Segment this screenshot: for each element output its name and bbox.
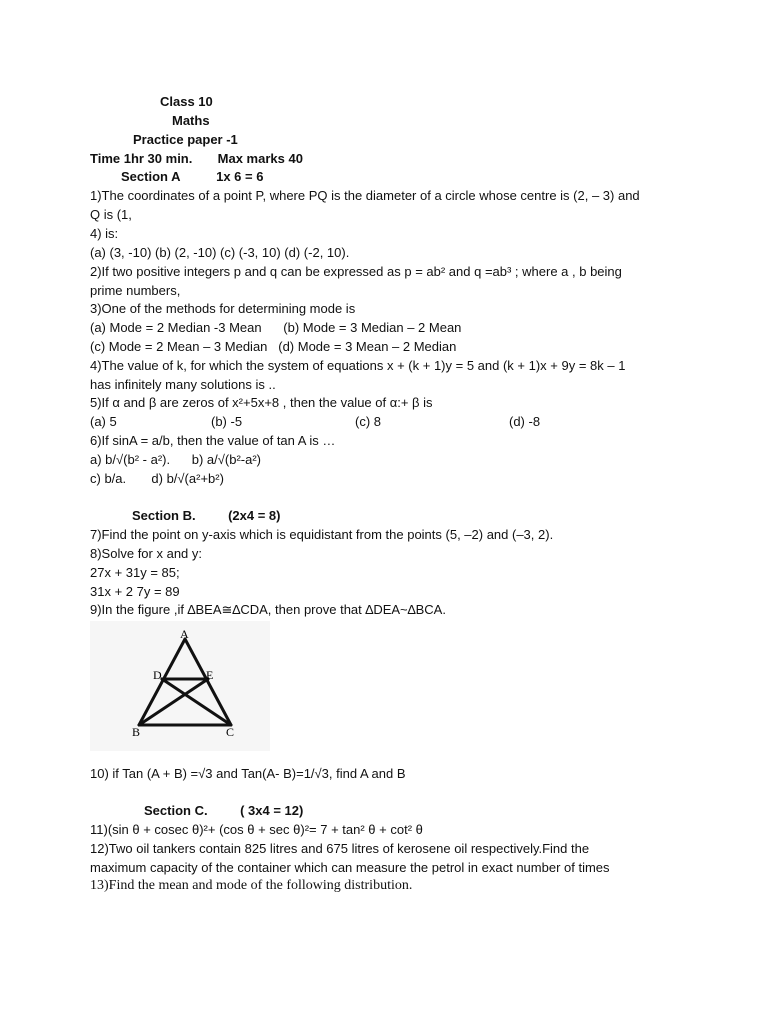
question-line: 11)(sin θ + cosec θ)²+ (cos θ + sec θ)²= 7 + tan² θ + cot² θ (90, 822, 423, 837)
q5-option-a: (a) 5 (90, 414, 117, 429)
question-line: 6)If sinA = a/b, then the value of tan A is … (90, 433, 336, 448)
class-heading: Class 10 (160, 94, 213, 109)
question-line: 2)If two positive integers p and q can be expressed as p = ab² and q =ab³ ; where a , b being (90, 264, 622, 279)
question-line: 4)The value of k, for which the system of equations x + (k + 1)y = 5 and (k + 1)x + 9y = 8k – 1 (90, 358, 626, 373)
question-line: (c) Mode = 2 Mean – 3 Median (d) Mode = 3 Mean – 2 Median (90, 339, 457, 354)
vertex-label-d: D (153, 668, 162, 682)
question-line: 3)One of the methods for determining mode is (90, 301, 356, 316)
question-line: 8)Solve for x and y: (90, 546, 202, 561)
q5-option-d: (d) -8 (509, 414, 541, 429)
question-line: 1)The coordinates of a point P, where PQ is the diameter of a circle whose centre is (2, – 3) and (90, 188, 640, 203)
question-line: 5)If α and β are zeros of x²+5x+8 , then the value of α:+ β is (90, 395, 433, 410)
section-a-title: Section A 1x 6 = 6 (121, 169, 264, 184)
question-line: Q is (1, (90, 207, 132, 222)
triangle-diagram (90, 621, 270, 751)
question-line: 27x + 31y = 85; (90, 565, 180, 580)
question-line: 7)Find the point on y-axis which is equidistant from the points (5, –2) and (–3, 2). (90, 527, 554, 542)
question-line: 12)Two oil tankers contain 825 litres and 675 litres of kerosene oil respectively.Find the (90, 841, 590, 856)
question-line: has infinitely many solutions is .. (90, 377, 276, 392)
vertex-label-e: E (206, 668, 214, 682)
question-line: c) b/a. d) b/√(a²+b²) (90, 471, 224, 486)
section-c-title: Section C. ( 3x4 = 12) (144, 803, 304, 818)
question-line: (a) Mode = 2 Median -3 Mean (b) Mode = 3 Median – 2 Mean (90, 320, 462, 335)
q5-option-b: (b) -5 (211, 414, 243, 429)
paper-title: Practice paper -1 (133, 132, 238, 147)
question-line: prime numbers, (90, 283, 181, 298)
q5-option-c: (c) 8 (355, 414, 381, 429)
time-marks-line: Time 1hr 30 min. Max marks 40 (90, 151, 303, 166)
question-line: (a) (3, -10) (b) (2, -10) (c) (-3, 10) (d) (-2, 10). (90, 245, 350, 260)
question-line: 10) if Tan (A + B) =√3 and Tan(A- B)=1/√3, find A and B (90, 766, 406, 781)
vertex-label-a: A (180, 627, 189, 641)
question-line: 4) is: (90, 226, 119, 241)
question-line: 13)Find the mean and mode of the following distribution. (90, 878, 413, 893)
question-line: a) b/√(b² - a²). b) a/√(b²-a²) (90, 452, 262, 467)
subject-heading: Maths (172, 113, 210, 128)
vertex-label-b: B (132, 725, 141, 739)
vertex-label-c: C (226, 725, 235, 739)
triangle-figure (90, 621, 270, 751)
section-b-title: Section B. (2x4 = 8) (132, 508, 281, 523)
question-line: 31x + 2 7y = 89 (90, 584, 180, 599)
question-line: 9)In the figure ,if ∆BEA≅∆CDA, then prove that ∆DEA~∆BCA. (90, 602, 446, 617)
question-line: maximum capacity of the container which can measure the petrol in exact number of times (90, 860, 610, 875)
